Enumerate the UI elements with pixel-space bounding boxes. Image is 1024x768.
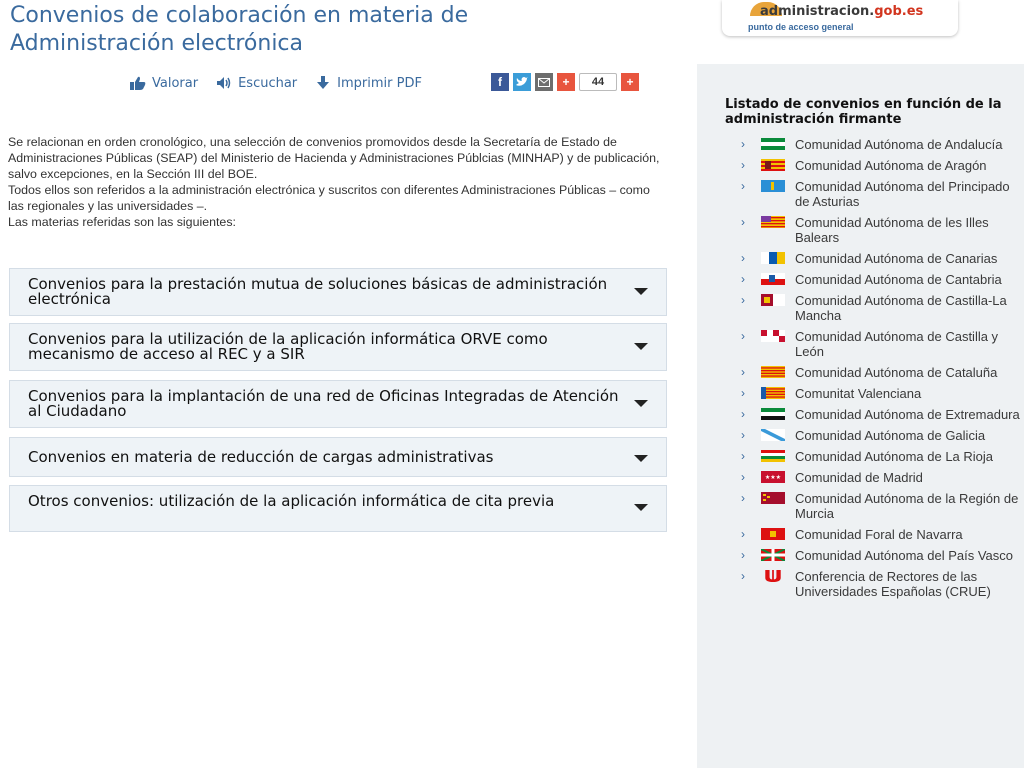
- castilla-leon-flag-icon: [761, 330, 785, 342]
- sidebar-item-label: Comunidad Autónoma de La Rioja: [795, 449, 994, 464]
- sidebar-item-extremadura[interactable]: [741, 407, 1021, 422]
- sidebar-list: [741, 137, 1021, 605]
- thumbs-up-icon: [130, 76, 146, 90]
- sidebar-item-castilla-la-mancha[interactable]: [741, 293, 1021, 323]
- baleares-flag-icon: [761, 216, 785, 228]
- addthis-plus-icon[interactable]: +: [557, 73, 575, 91]
- sidebar-item-label: Comunidad Autónoma del Principado de Asturias: [795, 179, 1010, 209]
- chevron-right-icon: ›: [741, 329, 745, 343]
- chevron-down-icon: [634, 343, 648, 350]
- intro-paragraph-2: Todos ellos son referidos a la administración electrónica y suscritos con diferentes Administraciones Públicas – como las regionales y las universidades –.: [8, 183, 650, 213]
- accordion-label: Convenios para la prestación mutua de soluciones básicas de administración electrónica: [28, 275, 608, 308]
- accordion-oficinas-integradas[interactable]: [9, 380, 667, 428]
- chevron-right-icon: ›: [741, 527, 745, 541]
- chevron-down-icon: [634, 455, 648, 462]
- chevron-right-icon: ›: [741, 491, 745, 505]
- chevron-right-icon: ›: [741, 272, 745, 286]
- intro-paragraph-1: Se relacionan en orden cronológico, una selección de convenios promovidos desde la Secretaría de Estado de Administraciones Públicas (SEAP) del Ministerio de Hacienda y Administraciones Públcias (MINHAP) y de publicación, salvo excepciones, en la Sección III del BOE.: [8, 135, 660, 181]
- administracion-logo[interactable]: [722, 0, 958, 36]
- accordion-orve[interactable]: [9, 323, 667, 371]
- page-title-line2: Administración electrónica: [10, 31, 304, 56]
- share-bar: [491, 73, 643, 91]
- sidebar-item-label: Conferencia de Rectores de las Universidades Españolas (CRUE): [795, 569, 991, 599]
- sidebar-item-label: Comunidad Autónoma de les Illes Balears: [795, 215, 989, 245]
- chevron-right-icon: ›: [741, 215, 745, 229]
- sidebar-item-label: Comunidad de Madrid: [795, 470, 923, 485]
- valenciana-flag-icon: [761, 387, 785, 399]
- sidebar-item-label: Comunidad Autónoma de Aragón: [795, 158, 987, 173]
- sidebar-item-valenciana[interactable]: [741, 386, 1021, 401]
- chevron-down-icon: [634, 400, 648, 407]
- chevron-right-icon: ›: [741, 251, 745, 265]
- sidebar-item-label: Comunidad Autónoma de la Región de Murcia: [795, 491, 1019, 521]
- logo-main-b: gob.es: [874, 4, 924, 19]
- sidebar-title: Listado de convenios en función de la administración firmante: [725, 97, 1002, 127]
- asturias-flag-icon: [761, 180, 785, 192]
- andalucia-flag-icon: [761, 138, 785, 150]
- listen-label: Escuchar: [238, 75, 298, 91]
- murcia-flag-icon: [761, 492, 785, 504]
- galicia-flag-icon: [761, 429, 785, 441]
- aragon-flag-icon: [761, 159, 785, 171]
- listen-button[interactable]: [216, 76, 297, 91]
- accordion-cargas-administrativas[interactable]: [9, 437, 667, 477]
- accordion-label: Otros convenios: utilización de la aplicación informática de cita previa: [28, 492, 555, 510]
- chevron-right-icon: ›: [741, 449, 745, 463]
- chevron-right-icon: ›: [741, 386, 745, 400]
- sidebar-item-label: Comunidad Autónoma de Castilla y León: [795, 329, 999, 359]
- share-counter: 44: [579, 73, 617, 91]
- chevron-right-icon: ›: [741, 179, 745, 193]
- sidebar-item-galicia[interactable]: [741, 428, 1021, 443]
- page-actions: [130, 74, 440, 92]
- page-title-line1: Convenios de colaboración en materia de: [10, 3, 469, 28]
- logo-main-a: administracion.: [760, 4, 875, 19]
- chevron-right-icon: ›: [741, 407, 745, 421]
- cantabria-flag-icon: [761, 273, 785, 285]
- print-pdf-label: Imprimir PDF: [337, 75, 422, 91]
- chevron-right-icon: ›: [741, 137, 745, 151]
- sidebar-item-label: Comunidad Autónoma de Castilla-La Mancha: [795, 293, 1007, 323]
- intro-paragraph-3: Las materias referidas son las siguientes:: [8, 215, 236, 229]
- sidebar-item-andalucia[interactable]: [741, 137, 1021, 152]
- rate-label: Valorar: [152, 75, 199, 91]
- sidebar-item-castilla-leon[interactable]: [741, 329, 1021, 359]
- sidebar-item-aragon[interactable]: [741, 158, 1021, 173]
- sidebar-item-crue[interactable]: [741, 569, 1021, 599]
- chevron-right-icon: ›: [741, 569, 745, 583]
- chevron-right-icon: ›: [741, 470, 745, 484]
- sidebar-item-label: Comunidad Autónoma de Extremadura: [795, 407, 1020, 422]
- speaker-icon: [216, 76, 232, 90]
- sidebar-item-label: Comunidad Autónoma de Canarias: [795, 251, 998, 266]
- intro-text: [8, 134, 663, 230]
- chevron-right-icon: ›: [741, 293, 745, 307]
- sidebar-item-label: Comunidad Autónoma del País Vasco: [795, 548, 1014, 563]
- sidebar-item-asturias[interactable]: [741, 179, 1021, 209]
- facebook-icon[interactable]: f: [491, 73, 509, 91]
- la-rioja-flag-icon: [761, 450, 785, 462]
- cataluna-flag-icon: [761, 366, 785, 378]
- chevron-right-icon: ›: [741, 548, 745, 562]
- chevron-down-icon: [634, 504, 648, 511]
- sidebar-item-cataluna[interactable]: [741, 365, 1021, 380]
- chevron-right-icon: ›: [741, 428, 745, 442]
- sidebar-item-label: Comunidad Autónoma de Andalucía: [795, 137, 1003, 152]
- accordion-label: Convenios para la utilización de la aplicación informática ORVE como mecanismo de acceso al REC y a SIR: [28, 330, 548, 363]
- page-title: [10, 2, 660, 58]
- mail-icon[interactable]: [535, 73, 553, 91]
- svg-text:★★★: ★★★: [764, 474, 782, 481]
- sidebar-item-navarra[interactable]: [741, 527, 1021, 542]
- sidebar-item-cantabria[interactable]: [741, 272, 1021, 287]
- castilla-la-mancha-flag-icon: [761, 294, 785, 306]
- share-more-plus-icon[interactable]: +: [621, 73, 639, 91]
- chevron-down-icon: [634, 288, 648, 295]
- accordion-soluciones-basicas[interactable]: [9, 268, 667, 316]
- logo-main-text: [760, 4, 923, 19]
- download-arrow-icon: [315, 76, 331, 90]
- sidebar-item-baleares[interactable]: [741, 215, 1021, 245]
- rate-button[interactable]: [130, 76, 198, 91]
- twitter-icon[interactable]: [513, 73, 531, 91]
- accordion-cita-previa[interactable]: [9, 485, 667, 532]
- sidebar-item-label: Comunidad Autónoma de Galicia: [795, 428, 986, 443]
- extremadura-flag-icon: [761, 408, 785, 420]
- sidebar-item-madrid[interactable]: [741, 470, 1021, 485]
- crue-logo-icon: [761, 570, 785, 582]
- sidebar-item-la-rioja[interactable]: [741, 449, 1021, 464]
- sidebar-item-label: Comunidad Autónoma de Cantabria: [795, 272, 1002, 287]
- sidebar-item-label: Comunitat Valenciana: [795, 386, 922, 401]
- chevron-right-icon: ›: [741, 158, 745, 172]
- sidebar-item-label: Comunidad Foral de Navarra: [795, 527, 963, 542]
- sidebar: [697, 64, 1024, 768]
- accordion-label: Convenios para la implantación de una red de Oficinas Integradas de Atención al Ciudadano: [28, 387, 619, 420]
- sidebar-item-murcia[interactable]: [741, 491, 1021, 521]
- accordion-label: Convenios en materia de reducción de cargas administrativas: [28, 448, 494, 466]
- sidebar-item-canarias[interactable]: [741, 251, 1021, 266]
- madrid-flag-icon: [761, 471, 785, 483]
- pais-vasco-flag-icon: [761, 549, 785, 561]
- logo-sub-text: punto de acceso general: [748, 22, 854, 32]
- navarra-flag-icon: [761, 528, 785, 540]
- canarias-flag-icon: [761, 252, 785, 264]
- sidebar-item-label: Comunidad Autónoma de Cataluña: [795, 365, 998, 380]
- chevron-right-icon: ›: [741, 365, 745, 379]
- print-pdf-button[interactable]: [315, 76, 422, 91]
- sidebar-item-pais-vasco[interactable]: [741, 548, 1021, 563]
